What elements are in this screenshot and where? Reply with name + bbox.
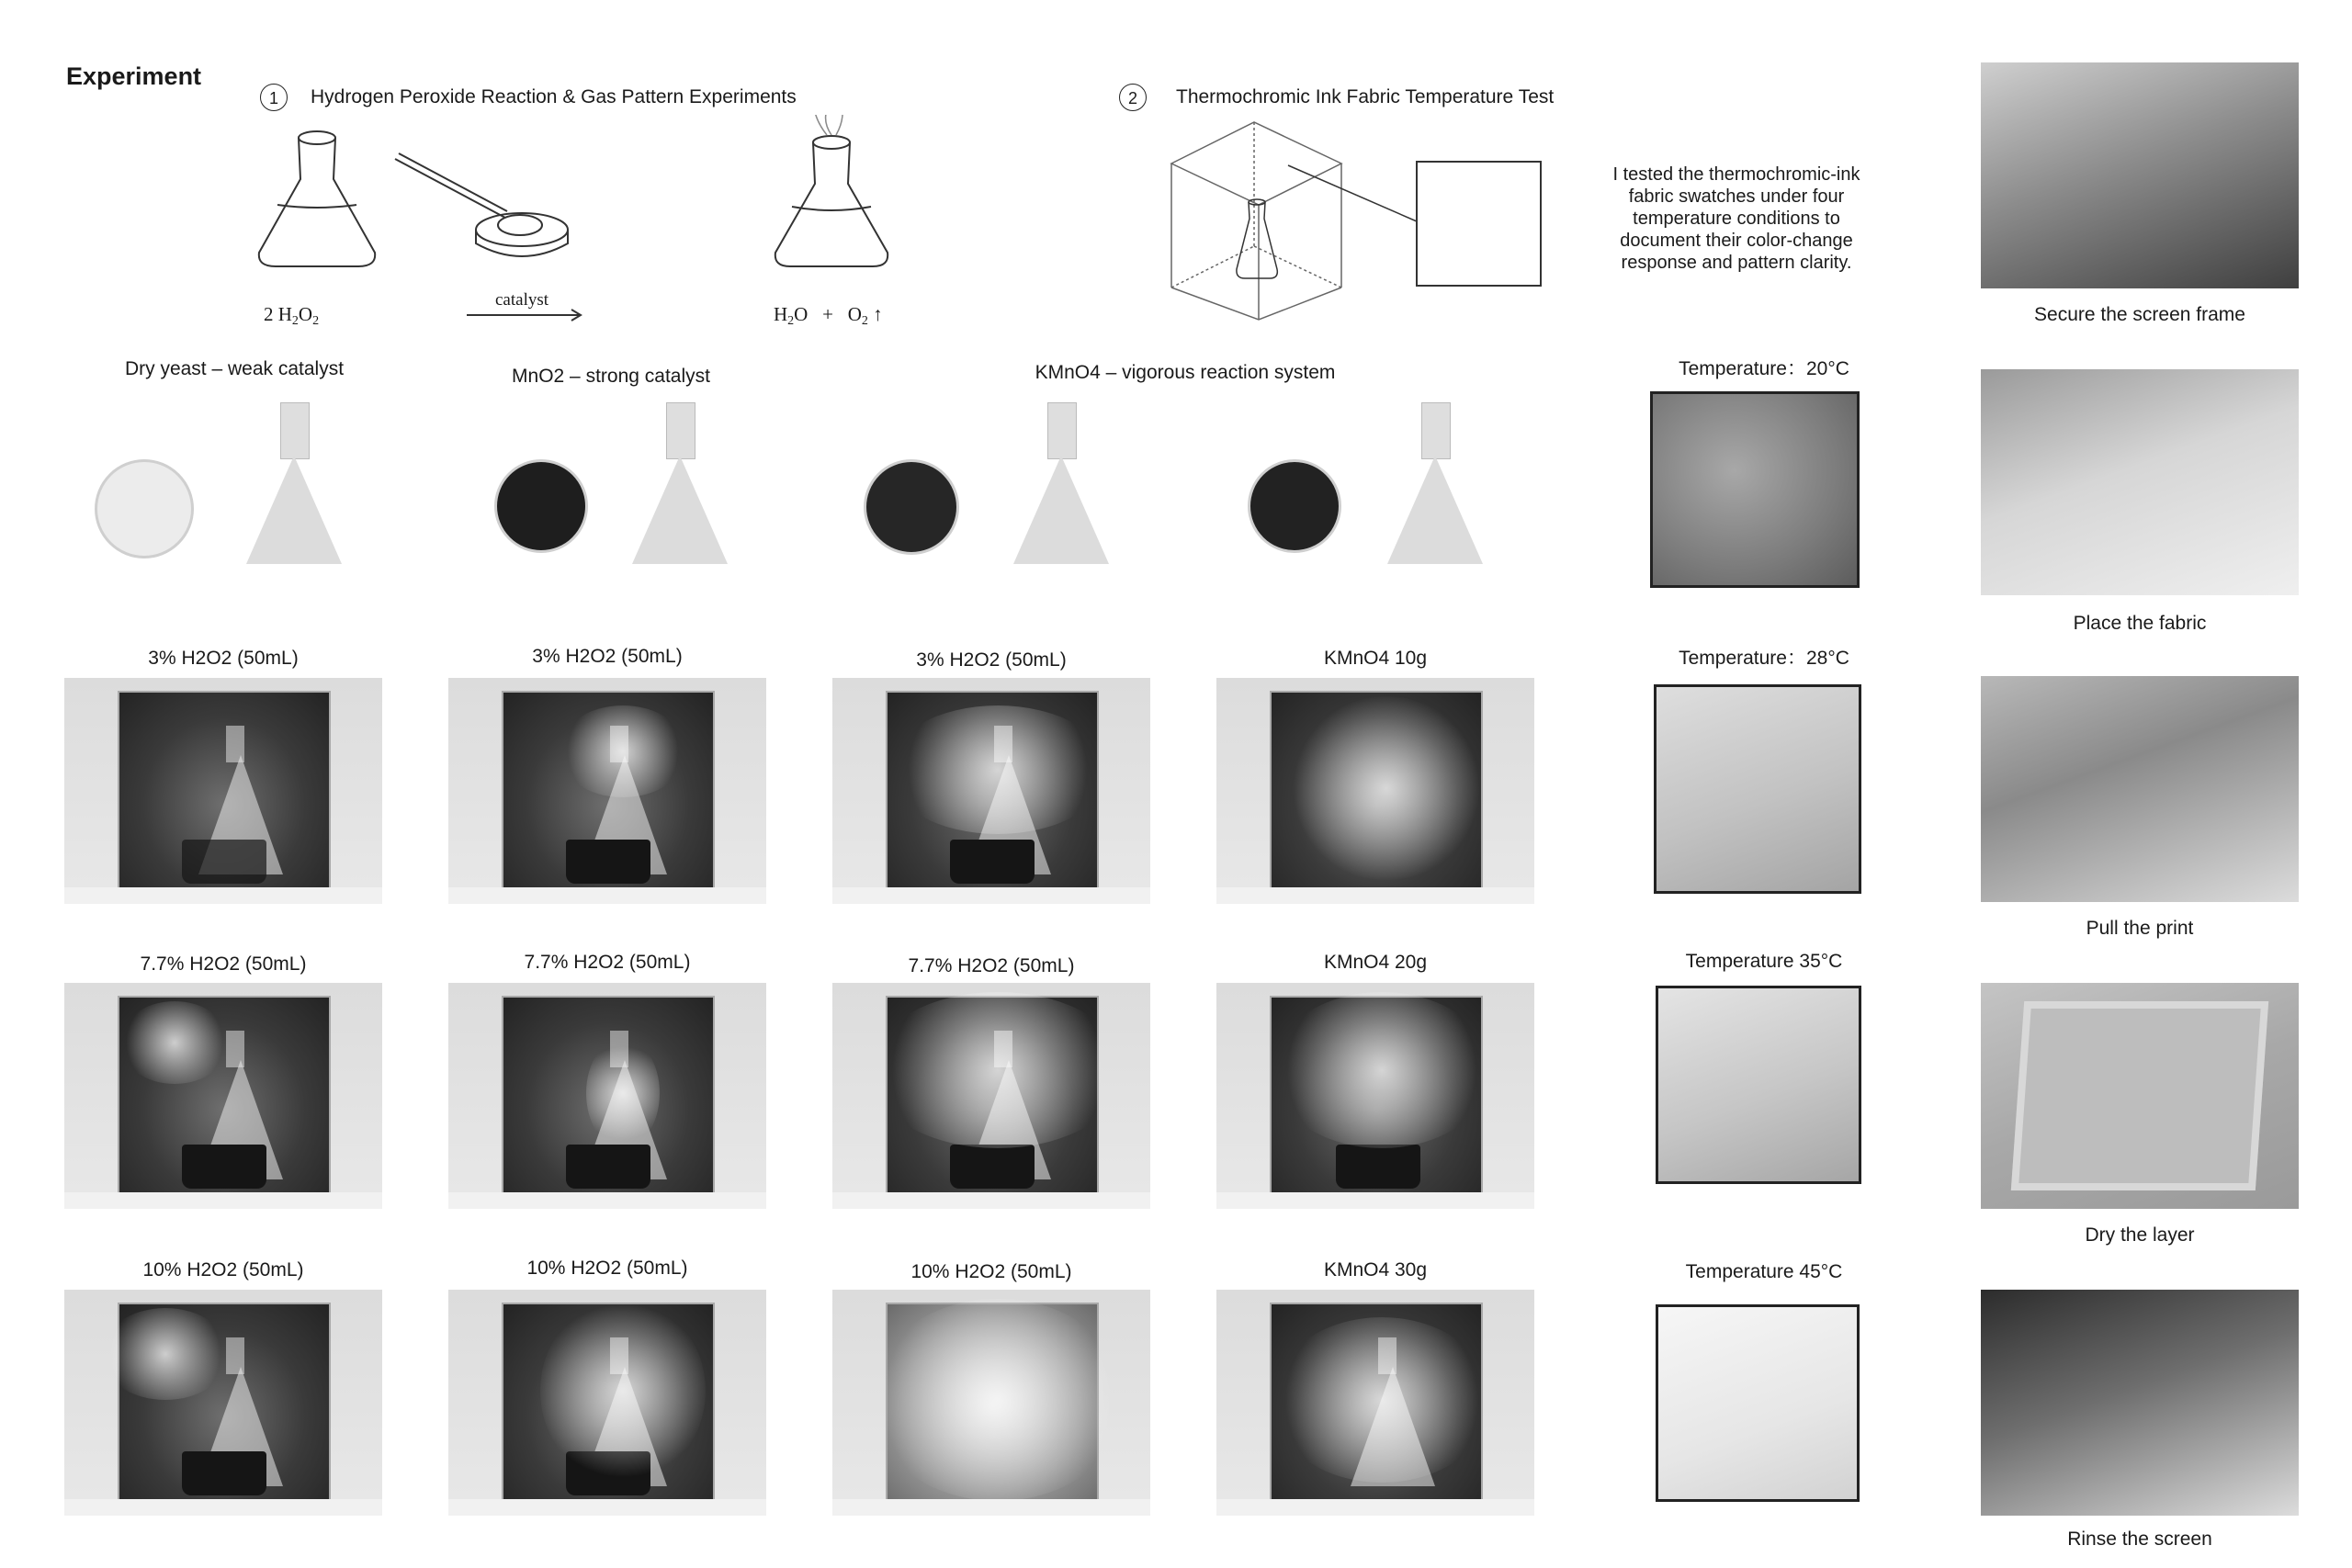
- grid-label: KMnO4 10g: [1323, 648, 1428, 669]
- experiment-photo: [64, 983, 382, 1209]
- glass-flask-icon: [243, 402, 345, 568]
- fabric-swatch: [1654, 684, 1861, 894]
- flask-outline-icon: [259, 131, 375, 266]
- experiment-photo: [1216, 1290, 1534, 1516]
- catalyst-arrow-icon: [467, 310, 581, 321]
- fabric-swatch: [1656, 986, 1861, 1184]
- flask-with-gas-icon: [775, 136, 888, 266]
- section-2-number: 2: [1119, 84, 1147, 111]
- process-caption: Rinse the screen: [2067, 1529, 2212, 1550]
- temperature-label: Temperature：20°C: [1679, 358, 1849, 379]
- experiment-photo: [832, 983, 1150, 1209]
- process-photo: [1981, 1290, 2299, 1516]
- process-photo: [1981, 676, 2299, 902]
- detail-square: [1417, 162, 1541, 286]
- glass-flask-icon: [629, 402, 730, 568]
- grid-label: KMnO4 30g: [1323, 1259, 1428, 1280]
- gas-smoke-icon: [814, 115, 845, 135]
- experiment-photo: [448, 678, 766, 904]
- catalyst-label-mno2: MnO2 – strong catalyst: [512, 366, 710, 387]
- grid-label: 7.7% H2O2 (50mL): [908, 955, 1075, 976]
- glass-flask-icon: [1385, 402, 1486, 568]
- grid-label: 3% H2O2 (50mL): [532, 646, 683, 667]
- temperature-label: Temperature 45°C: [1685, 1261, 1843, 1282]
- temperature-label: Temperature 35°C: [1685, 951, 1843, 972]
- grid-label: 7.7% H2O2 (50mL): [524, 952, 691, 973]
- fabric-swatch: [1656, 1304, 1860, 1502]
- experiment-photo: [448, 983, 766, 1209]
- grid-label: 10% H2O2 (50mL): [910, 1261, 1072, 1282]
- grid-label: 7.7% H2O2 (50mL): [140, 953, 307, 975]
- experiment-photo: [64, 678, 382, 904]
- experiment-photo: [832, 1290, 1150, 1516]
- experiment-photo: [64, 1290, 382, 1516]
- grid-label: KMnO4 20g: [1323, 952, 1428, 973]
- process-photo: [1981, 62, 2299, 288]
- section-1-number: 1: [260, 84, 288, 111]
- small-flask-icon: [1237, 199, 1277, 278]
- equation-products: $H_2O$ + $O_2$ ↑: [774, 303, 883, 328]
- catalyst-label-kmno4: KMnO4 – vigorous reaction system: [1035, 362, 1336, 383]
- temperature-label: Temperature：28°C: [1679, 648, 1849, 669]
- kmno4-dish-large: [864, 459, 959, 555]
- process-caption: Dry the layer: [2085, 1224, 2195, 1246]
- section-2-title: Thermochromic Ink Fabric Temperature Test: [1176, 86, 1555, 107]
- catalyst-label-yeast: Dry yeast – weak catalyst: [124, 358, 345, 379]
- process-caption: Secure the screen frame: [2034, 304, 2245, 325]
- equation-arrow-label: catalyst: [494, 290, 549, 310]
- equation-reactant: 2 $H_2O_2$: [264, 303, 320, 328]
- grid-label: 3% H2O2 (50mL): [148, 648, 299, 669]
- grid-label: 3% H2O2 (50mL): [916, 649, 1067, 671]
- grid-label: 10% H2O2 (50mL): [142, 1259, 304, 1280]
- experiment-photo: [1216, 678, 1534, 904]
- process-caption: Place the fabric: [2073, 613, 2207, 634]
- yeast-dish: [95, 459, 194, 558]
- glass-flask-icon: [1011, 402, 1112, 568]
- cube-icon: [1171, 122, 1341, 320]
- experiment-photo: [832, 678, 1150, 904]
- process-photo: [1981, 369, 2299, 595]
- kmno4-dish: [1248, 459, 1341, 553]
- spoon-dish-icon: [395, 153, 568, 256]
- process-photo: [1981, 983, 2299, 1209]
- fabric-swatch: [1650, 391, 1860, 588]
- process-caption: Pull the print: [2086, 918, 2194, 939]
- experiment-photo: [448, 1290, 766, 1516]
- section-2-description: I tested the thermochromic-ink fabric swatches under four temperature conditions to document their color-change response and pattern clarity.: [1612, 164, 1860, 273]
- mno2-dish: [494, 459, 588, 553]
- experiment-photo: [1216, 983, 1534, 1209]
- grid-label: 10% H2O2 (50mL): [526, 1258, 688, 1279]
- section-1-title: Hydrogen Peroxide Reaction & Gas Pattern Experiments: [311, 86, 797, 107]
- page-title: Experiment: [66, 62, 202, 90]
- chamber-diagram: [1167, 118, 1553, 329]
